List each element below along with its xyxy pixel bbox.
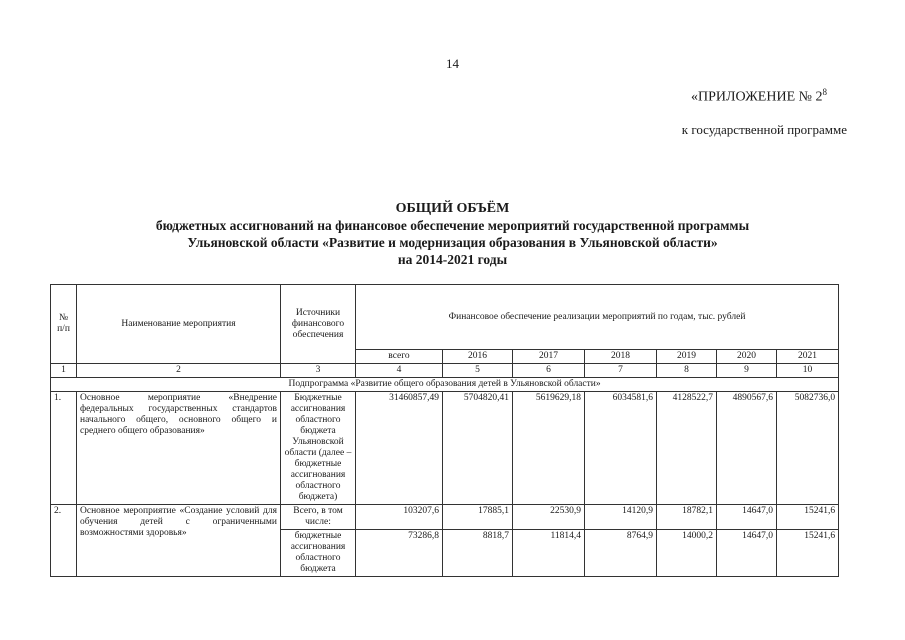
heading-line-4: на 2014-2021 годы: [397, 252, 508, 267]
value-2018: 14120,9: [585, 505, 657, 530]
page-number: 14: [446, 56, 459, 71]
col-number: 7: [585, 364, 657, 378]
row-num: 1.: [51, 392, 77, 505]
value-2019: 4128522,7: [657, 392, 717, 505]
heading-line-2: бюджетных ассигнований на финансовое обеспечение мероприятий государственной программы: [155, 218, 750, 233]
header-row: [51, 285, 839, 350]
appendix-title: [691, 87, 827, 106]
column-number-row: [51, 364, 839, 378]
row-source: бюджетные ассигнования областного бюджета: [281, 530, 356, 577]
budget-table: [50, 284, 839, 577]
value-2018: 8764,9: [585, 530, 657, 577]
header-year-2019: 2019: [657, 350, 717, 364]
appendix-superscript: 8: [822, 87, 827, 97]
subprogram-row: [51, 378, 839, 392]
table-row: [51, 505, 839, 530]
col-number: 4: [356, 364, 443, 378]
header-year-2016: 2016: [443, 350, 513, 364]
value-2020: 4890567,6: [717, 392, 777, 505]
subprogram-title: Подпрограмма «Развитие общего образования детей в Ульяновской области»: [51, 378, 839, 392]
header-source: Источники финансового обеспечения: [281, 285, 356, 364]
header-year-total: всего: [356, 350, 443, 364]
col-number: 1: [51, 364, 77, 378]
value-2017: 22530,9: [513, 505, 585, 530]
header-year-2021: 2021: [777, 350, 839, 364]
col-number: 5: [443, 364, 513, 378]
col-number: 2: [77, 364, 281, 378]
value-2016: 8818,7: [443, 530, 513, 577]
value-2020: 14647,0: [717, 530, 777, 577]
heading-line-1: ОБЩИЙ ОБЪЁМ: [395, 201, 510, 216]
appendix-title-text: «ПРИЛОЖЕНИЕ № 2: [691, 89, 823, 105]
value-2017: 5619629,18: [513, 392, 585, 505]
col-number: 3: [281, 364, 356, 378]
heading-line-3: Ульяновской области «Развитие и модернизация образования в Ульяновской области»: [187, 235, 718, 250]
value-2020: 14647,0: [717, 505, 777, 530]
header-year-2020: 2020: [717, 350, 777, 364]
col-number: 6: [513, 364, 585, 378]
header-name: Наименование мероприятия: [77, 285, 281, 364]
row-name: Основное мероприятие «Внедрение федеральных государственных стандартов начального общего, основного общего и среднего общего образования»: [77, 392, 281, 505]
value-total: 31460857,49: [356, 392, 443, 505]
value-total: 73286,8: [356, 530, 443, 577]
document-heading: [0, 200, 905, 268]
value-2016: 5704820,41: [443, 392, 513, 505]
header-finance: Финансовое обеспечение реализации мероприятий по годам, тыс. рублей: [356, 285, 839, 350]
value-2019: 14000,2: [657, 530, 717, 577]
col-number: 10: [777, 364, 839, 378]
header-year-2017: 2017: [513, 350, 585, 364]
value-total: 103207,6: [356, 505, 443, 530]
table-row: [51, 392, 839, 505]
value-2017: 11814,4: [513, 530, 585, 577]
program-reference: к государственной программе: [681, 122, 847, 137]
value-2021: 15241,6: [777, 530, 839, 577]
header-num: № п/п: [51, 285, 77, 364]
row-source: Бюджетные ассигнования областного бюджета Ульяновской области (далее – бюджетные ассигнования областного бюджета): [281, 392, 356, 505]
value-2019: 18782,1: [657, 505, 717, 530]
row-source: Всего, в том числе:: [281, 505, 356, 530]
value-2021: 5082736,0: [777, 392, 839, 505]
col-number: 8: [657, 364, 717, 378]
value-2021: 15241,6: [777, 505, 839, 530]
value-2018: 6034581,6: [585, 392, 657, 505]
value-2016: 17885,1: [443, 505, 513, 530]
row-name: Основное мероприятие «Создание условий для обучения детей с ограниченными возможностями здоровья»: [77, 505, 281, 577]
row-num: 2.: [51, 505, 77, 577]
header-year-2018: 2018: [585, 350, 657, 364]
col-number: 9: [717, 364, 777, 378]
